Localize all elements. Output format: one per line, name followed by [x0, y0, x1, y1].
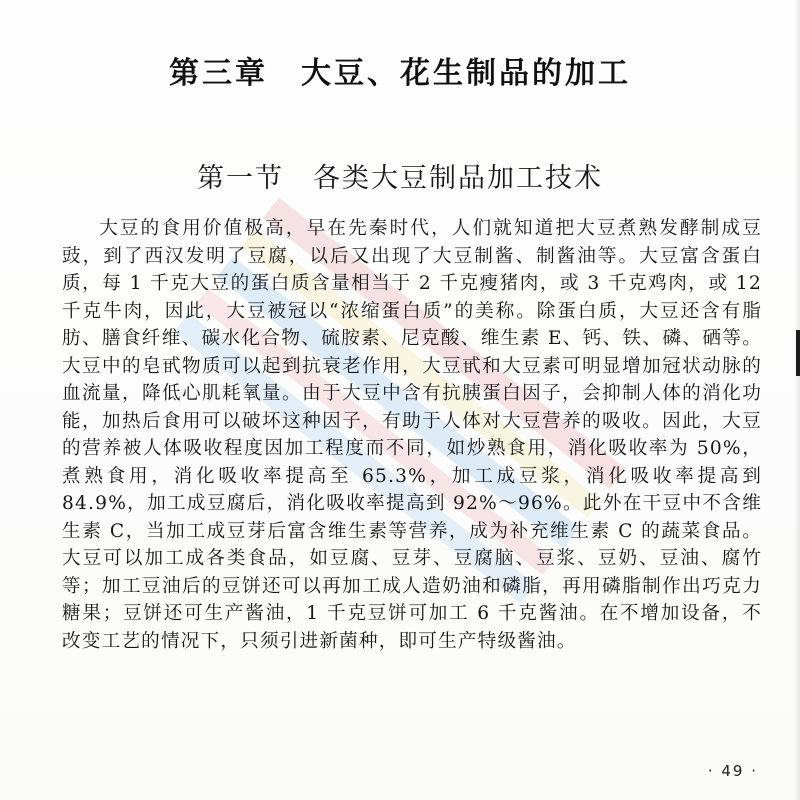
- page-number: · 49 ·: [707, 762, 758, 780]
- chapter-title: 第三章 大豆、花生制品的加工: [169, 56, 631, 91]
- scan-edge-mark: [796, 330, 800, 376]
- section-title: 第一节 各类大豆制品加工技术: [197, 163, 603, 194]
- body-paragraph: 大豆的食用价值极高，早在先秦时代，人们就知道把大豆煮熟发酵制成豆豉，到了西汉发明了豆腐，以后又出现了大豆制酱、制酱油等。大豆富含蛋白质，每 1 千克大豆的蛋白质含量相当于 2 千克瘦猪肉，或 3 千克鸡肉，或 12 千克牛肉，因此，大豆被冠以“浓缩蛋白质”的美称。除蛋白质，大豆还含有脂肪、膳食纤维、碳水化合物、硫胺素、尼克酸、维生素 E、钙、铁、磷、硒等。大豆中的皂甙物质可以起到抗衰老作用，大豆甙和大豆素可明显增加冠状动脉的血流量，降低心肌耗氧量。由于大豆中含有抗胰蛋白因子，会抑制人体的消化功能，加热后食用可以破坏这种因子，有助于人体对大豆营养的吸收。因此，大豆的营养被人体吸收程度因加工程度而不同，如炒熟食用，消化吸收率为 50%，煮熟食用，消化吸收率提高至 65.3%，加工成豆浆，消化吸收率提高到 84.9%，加工成豆腐后，消化吸收率提高到 92%～96%。此外在干豆中不含维生素 C，当加工成豆芽后富含维生素等营养，成为补充维生素 C 的蔬菜食品。大豆可以加工成各类食品，如豆腐、豆芽、豆腐脑、豆浆、豆奶、豆油、腐竹等；加工豆油后的豆饼还可以再加工成人造奶油和磷脂，再用磷脂制作出巧克力糖果；豆饼还可生产酱油，1 千克豆饼可加工 6 千克酱油。在不增加设备，不改变工艺的情况下，只须引进新菌种，即可生产特级酱油。: [62, 218, 762, 652]
- scan-edge-shadow: [794, 0, 800, 800]
